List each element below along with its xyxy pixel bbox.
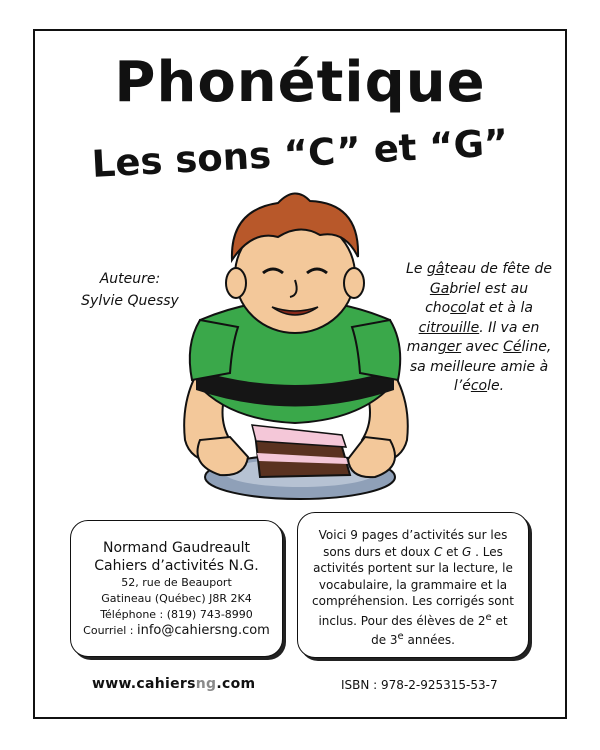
publisher-email-label: Courriel : xyxy=(83,624,137,637)
page-title: Phonétique xyxy=(114,50,486,115)
publisher-address-line1: 52, rue de Beauport xyxy=(121,576,232,589)
story-text: Le gâteau de fête de Gabriel est au chocolat et à la citrouille. Il va en manger avec Céline, sa meilleure amie à l’école. xyxy=(406,261,552,394)
publisher-phone: Téléphone : (819) 743-8990 xyxy=(100,608,253,621)
isbn-number: ISBN : 978-2-925315-53-7 xyxy=(341,678,498,692)
publisher-box xyxy=(70,520,283,657)
publisher-email-line xyxy=(71,623,282,639)
description-box: Voici 9 pages d’activités sur les sons durs et doux C et G . Les activités portent sur la lecture, le vocabulaire, la grammaire et la compréhension. Les corrigés sont inclus. Pour des élèves de 2e et de 3e années. xyxy=(297,512,529,658)
website-link[interactable]: www.cahiersng.com xyxy=(92,676,256,692)
boy-with-cake-illustration xyxy=(160,185,430,510)
page-subtitle: Les sons “C” et “G” xyxy=(90,121,510,186)
author-label: Auteure: xyxy=(99,271,161,287)
author-name: Sylvie Quessy xyxy=(81,293,179,309)
publisher-name: Normand Gaudreault xyxy=(102,540,251,556)
publisher-email[interactable]: info@cahiersng.com xyxy=(136,623,270,638)
publisher-company: Cahiers d’activités N.G. xyxy=(94,558,259,574)
publisher-address-line2: Gatineau (Québec) J8R 2K4 xyxy=(101,592,252,605)
